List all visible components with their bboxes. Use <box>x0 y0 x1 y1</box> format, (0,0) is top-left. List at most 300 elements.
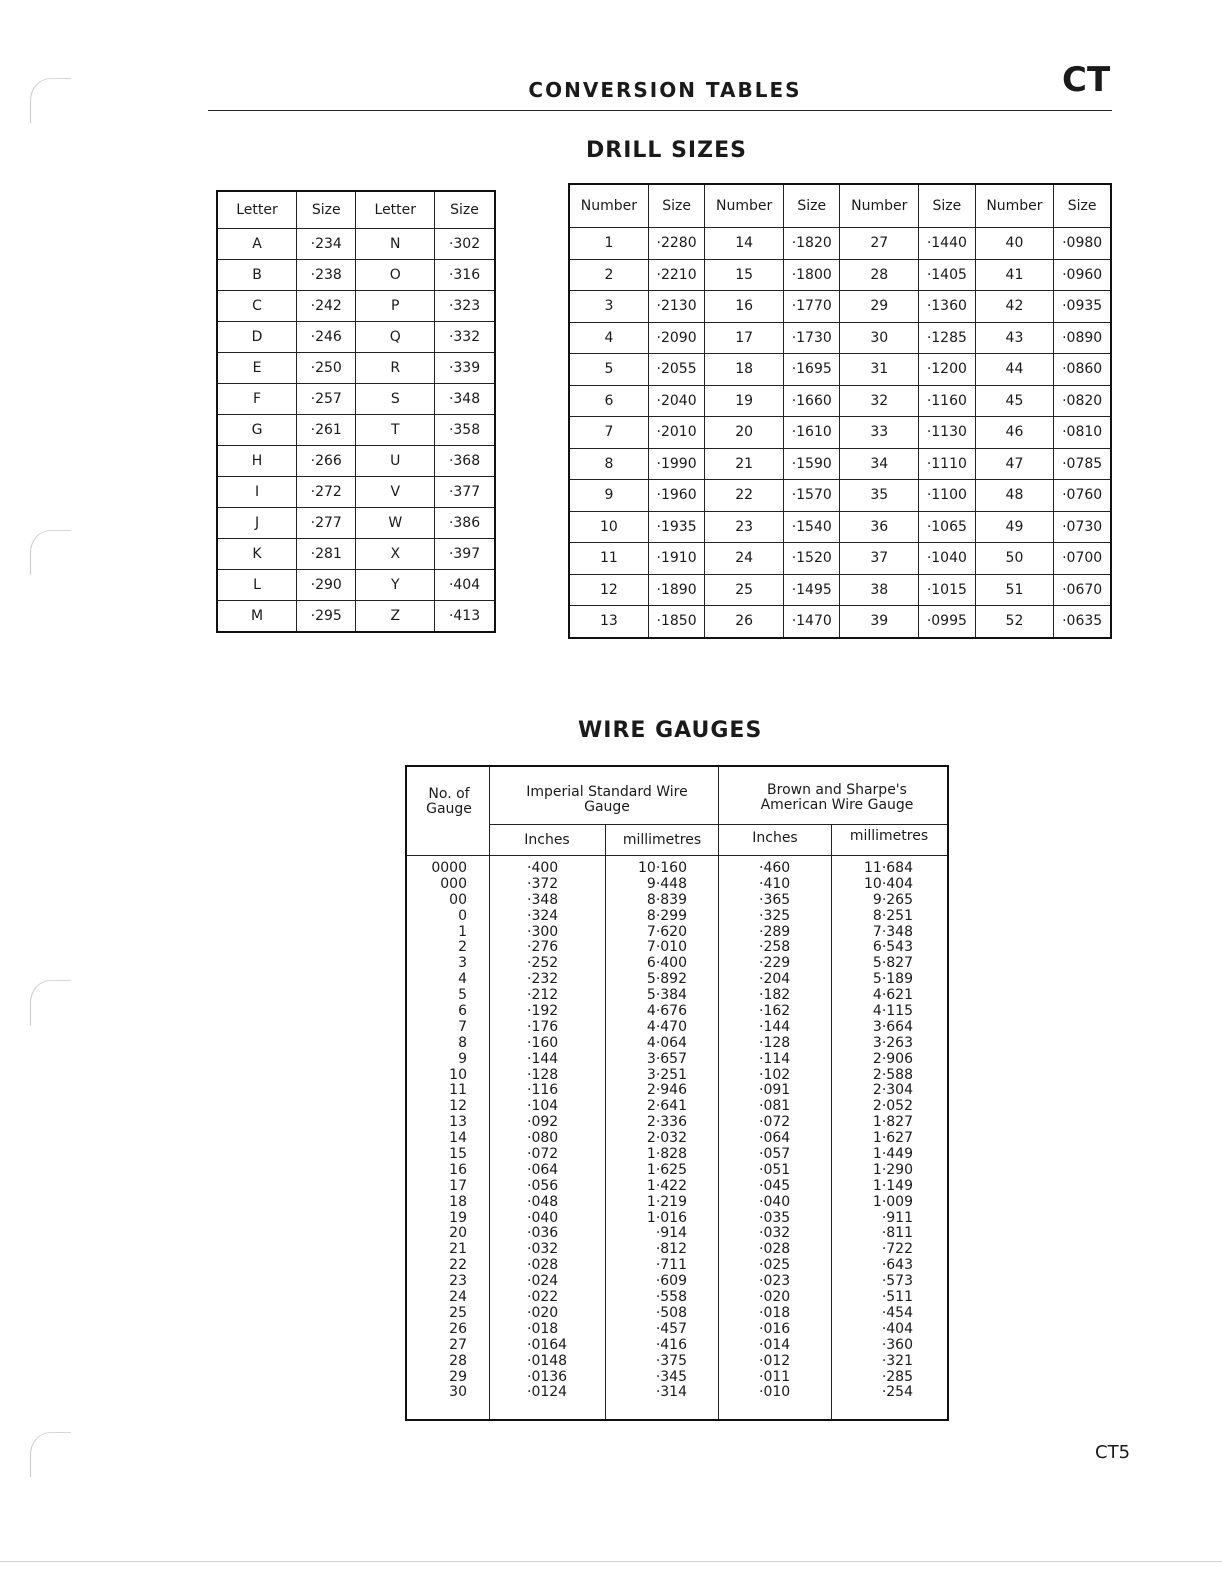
table-cell: 49 <box>975 511 1054 543</box>
table-cell: ·1770 <box>784 291 840 323</box>
table-row <box>217 570 495 601</box>
table-row <box>217 291 495 322</box>
list-item: ·182 <box>759 987 791 1004</box>
table-cell: ·1440 <box>919 228 975 260</box>
table-cell: 28 <box>840 259 919 291</box>
list-item: 2·052 <box>872 1098 913 1115</box>
list-item: ·410 <box>759 875 791 892</box>
list-item: ·104 <box>527 1098 559 1115</box>
table-cell: ·1660 <box>784 385 840 417</box>
list-item: 29 <box>449 1368 467 1385</box>
table-cell: ·0700 <box>1054 543 1111 575</box>
list-item: ·229 <box>759 955 791 972</box>
table-row <box>217 477 495 508</box>
list-item: ·064 <box>759 1130 791 1147</box>
table-row <box>569 543 1111 575</box>
table-cell: 10 <box>569 511 648 543</box>
column-header: Size <box>297 191 356 229</box>
binder-hole <box>30 530 71 575</box>
table-cell: ·404 <box>435 570 495 601</box>
column-header: Size <box>648 184 704 228</box>
table-cell: ·302 <box>435 229 495 260</box>
list-item: 0000 <box>431 860 467 876</box>
table-cell: ·1610 <box>784 417 840 449</box>
list-item: 28 <box>449 1352 467 1369</box>
table-cell: ·0960 <box>1054 259 1111 291</box>
table-cell: 18 <box>705 354 784 386</box>
table-cell: ·1730 <box>784 322 840 354</box>
list-item: ·348 <box>527 891 559 908</box>
list-item: 1·016 <box>646 1209 687 1226</box>
list-item: ·056 <box>527 1177 559 1194</box>
table-cell: 42 <box>975 291 1054 323</box>
table-cell: ·1850 <box>648 606 704 638</box>
table-cell: C <box>217 291 297 322</box>
list-item: 2·946 <box>646 1082 687 1099</box>
table-cell: ·339 <box>435 353 495 384</box>
list-item: ·144 <box>527 1050 559 1067</box>
column-header: Number <box>705 184 784 228</box>
table-cell: 41 <box>975 259 1054 291</box>
table-cell: ·377 <box>435 477 495 508</box>
list-item: ·375 <box>655 1352 687 1369</box>
page-edge <box>0 1561 1222 1562</box>
list-item: 7 <box>458 1018 467 1035</box>
list-item: ·102 <box>759 1066 791 1083</box>
table-cell: ·295 <box>297 601 356 633</box>
list-item: 7·620 <box>646 923 687 940</box>
table-cell: ·246 <box>297 322 356 353</box>
binder-hole <box>30 1432 71 1477</box>
list-item: ·252 <box>527 955 559 972</box>
list-item: ·144 <box>759 1018 791 1035</box>
table-cell: 1 <box>569 228 648 260</box>
table-cell: U <box>356 446 435 477</box>
list-item: 25 <box>449 1304 467 1321</box>
table-cell: D <box>217 322 297 353</box>
table-cell: ·1040 <box>919 543 975 575</box>
table-cell: ·257 <box>297 384 356 415</box>
table-cell: X <box>356 539 435 570</box>
list-item: 1·828 <box>646 1146 687 1163</box>
gauge-number-header: No. of Gauge <box>426 786 472 817</box>
table-cell: ·0670 <box>1054 574 1111 606</box>
section-code: CT <box>1062 60 1111 100</box>
table-cell: ·250 <box>297 353 356 384</box>
list-item: 18 <box>449 1193 467 1210</box>
table-cell: ·397 <box>435 539 495 570</box>
table-cell: ·1960 <box>648 480 704 512</box>
list-item: ·345 <box>655 1368 687 1385</box>
table-cell: 48 <box>975 480 1054 512</box>
list-item: ·0148 <box>527 1352 568 1369</box>
table-row <box>569 574 1111 606</box>
list-item: ·457 <box>655 1320 687 1337</box>
table-cell: F <box>217 384 297 415</box>
table-cell: ·413 <box>435 601 495 633</box>
table-cell: ·332 <box>435 322 495 353</box>
list-item: ·365 <box>759 891 791 908</box>
table-cell: ·1065 <box>919 511 975 543</box>
table-row <box>217 601 495 633</box>
table-cell: 20 <box>705 417 784 449</box>
list-item: 1·827 <box>872 1114 913 1131</box>
list-item: ·032 <box>527 1241 559 1258</box>
list-item: ·460 <box>759 860 791 876</box>
list-item: ·092 <box>527 1114 559 1131</box>
list-item: ·080 <box>527 1130 559 1147</box>
list-item: 8·251 <box>872 907 913 924</box>
table-cell: ·0860 <box>1054 354 1111 386</box>
column-header: Size <box>435 191 495 229</box>
table-cell: 25 <box>705 574 784 606</box>
list-item: ·024 <box>527 1273 559 1290</box>
table-cell: 47 <box>975 448 1054 480</box>
table-cell: Q <box>356 322 435 353</box>
list-item: ·012 <box>759 1352 791 1369</box>
table-row <box>569 480 1111 512</box>
list-item: 19 <box>449 1209 467 1226</box>
list-item: ·289 <box>759 923 791 940</box>
list-item: 1·627 <box>872 1130 913 1147</box>
table-cell: 35 <box>840 480 919 512</box>
list-item: ·072 <box>527 1146 559 1163</box>
list-item: 6·400 <box>646 955 687 972</box>
table-cell: 9 <box>569 480 648 512</box>
table-row <box>569 354 1111 386</box>
table-cell: ·1200 <box>919 354 975 386</box>
table-cell: ·2010 <box>648 417 704 449</box>
table-cell: ·1935 <box>648 511 704 543</box>
list-item: ·014 <box>759 1336 791 1353</box>
table-cell: 46 <box>975 417 1054 449</box>
table-cell: ·1405 <box>919 259 975 291</box>
list-item: ·035 <box>759 1209 791 1226</box>
column-header: Size <box>1054 184 1111 228</box>
table-cell: 6 <box>569 385 648 417</box>
table-cell: 45 <box>975 385 1054 417</box>
list-item: 24 <box>449 1289 467 1306</box>
binder-hole <box>30 980 71 1025</box>
list-item: ·040 <box>759 1193 791 1210</box>
table-cell: ·1910 <box>648 543 704 575</box>
list-item: ·400 <box>527 860 559 876</box>
table-row <box>569 385 1111 417</box>
table-cell: ·1520 <box>784 543 840 575</box>
table-cell: ·1160 <box>919 385 975 417</box>
list-item: ·081 <box>759 1098 791 1115</box>
list-item: 7·010 <box>646 939 687 956</box>
table-row <box>569 417 1111 449</box>
table-cell: T <box>356 415 435 446</box>
list-item: ·048 <box>527 1193 559 1210</box>
list-item: 11·684 <box>864 860 913 876</box>
list-item: ·914 <box>655 1225 687 1242</box>
brown-mm-column <box>853 861 913 1401</box>
list-item: 5·827 <box>872 955 913 972</box>
table-cell: ·261 <box>297 415 356 446</box>
list-item: ·128 <box>527 1066 559 1083</box>
list-item: 1·149 <box>872 1177 913 1194</box>
list-item: 2·032 <box>646 1130 687 1147</box>
table-cell: 17 <box>705 322 784 354</box>
table-row <box>569 228 1111 260</box>
list-item: ·276 <box>527 939 559 956</box>
list-item: ·010 <box>759 1384 791 1401</box>
list-item: 23 <box>449 1273 467 1290</box>
list-item: 6·543 <box>872 939 913 956</box>
list-item: ·036 <box>527 1225 559 1242</box>
list-item: ·609 <box>655 1273 687 1290</box>
table-cell: ·1570 <box>784 480 840 512</box>
table-cell: 7 <box>569 417 648 449</box>
column-header: Number <box>569 184 648 228</box>
table-row <box>569 291 1111 323</box>
list-item: 2·588 <box>872 1066 913 1083</box>
table-cell: 32 <box>840 385 919 417</box>
table-cell: ·238 <box>297 260 356 291</box>
table-cell: ·386 <box>435 508 495 539</box>
drill-sizes-title: DRILL SIZES <box>586 138 747 163</box>
list-item: ·324 <box>527 907 559 924</box>
list-item: 5 <box>458 987 467 1004</box>
list-item: ·321 <box>881 1352 913 1369</box>
imperial-inches-header: Inches <box>524 832 570 848</box>
table-cell: P <box>356 291 435 322</box>
table-cell: 40 <box>975 228 1054 260</box>
list-item: ·028 <box>759 1241 791 1258</box>
table-cell: ·0810 <box>1054 417 1111 449</box>
list-item: ·020 <box>527 1304 559 1321</box>
table-cell: ·0890 <box>1054 322 1111 354</box>
imperial-header: Imperial Standard Wire Gauge <box>526 784 688 815</box>
list-item: 3·263 <box>872 1034 913 1051</box>
list-item: 0 <box>458 907 467 924</box>
list-item: 4·470 <box>646 1018 687 1035</box>
list-item: ·258 <box>759 939 791 956</box>
table-cell: 30 <box>840 322 919 354</box>
table-cell: 38 <box>840 574 919 606</box>
list-item: 8 <box>458 1034 467 1051</box>
list-item: 4·676 <box>646 1003 687 1020</box>
table-cell: ·0785 <box>1054 448 1111 480</box>
list-item: ·511 <box>881 1289 913 1306</box>
list-item: 3·657 <box>646 1050 687 1067</box>
table-cell: R <box>356 353 435 384</box>
table-cell: 24 <box>705 543 784 575</box>
table-row <box>569 511 1111 543</box>
table-cell: ·281 <box>297 539 356 570</box>
table-cell: 8 <box>569 448 648 480</box>
table-cell: 4 <box>569 322 648 354</box>
table-row <box>217 353 495 384</box>
page-title: CONVERSION TABLES <box>528 78 802 102</box>
list-item: ·285 <box>881 1368 913 1385</box>
list-item: ·162 <box>759 1003 791 1020</box>
column-header: Letter <box>217 191 297 229</box>
column-header: Size <box>919 184 975 228</box>
table-cell: 12 <box>569 574 648 606</box>
table-cell: 11 <box>569 543 648 575</box>
list-item: 4·115 <box>872 1003 913 1020</box>
brown-inches-header: Inches <box>752 830 798 846</box>
table-row <box>217 384 495 415</box>
list-item: 1·219 <box>646 1193 687 1210</box>
column-header: Number <box>975 184 1054 228</box>
table-row <box>217 446 495 477</box>
table-cell: ·0730 <box>1054 511 1111 543</box>
table-cell: ·0760 <box>1054 480 1111 512</box>
list-item: 16 <box>449 1161 467 1178</box>
list-item: ·045 <box>759 1177 791 1194</box>
header-divider <box>208 110 1112 111</box>
list-item: ·018 <box>527 1320 559 1337</box>
gauge-number-column <box>427 861 467 1401</box>
list-item: ·016 <box>759 1320 791 1337</box>
list-item: ·018 <box>759 1304 791 1321</box>
table-cell: ·1130 <box>919 417 975 449</box>
list-item: ·812 <box>655 1241 687 1258</box>
table-cell: 13 <box>569 606 648 638</box>
list-item: 4·621 <box>872 987 913 1004</box>
list-item: ·128 <box>759 1034 791 1051</box>
table-cell: ·316 <box>435 260 495 291</box>
list-item: ·091 <box>759 1082 791 1099</box>
table-cell: V <box>356 477 435 508</box>
list-item: ·011 <box>759 1368 791 1385</box>
list-item: 27 <box>449 1336 467 1353</box>
table-cell: 19 <box>705 385 784 417</box>
table-cell: ·234 <box>297 229 356 260</box>
table-cell: ·2280 <box>648 228 704 260</box>
table-cell: ·0980 <box>1054 228 1111 260</box>
brown-inches-column <box>759 861 809 1401</box>
table-row <box>217 322 495 353</box>
list-item: 10 <box>449 1066 467 1083</box>
table-cell: ·2130 <box>648 291 704 323</box>
list-item: 22 <box>449 1257 467 1274</box>
table-cell: 51 <box>975 574 1054 606</box>
table-cell: K <box>217 539 297 570</box>
column-header: Number <box>840 184 919 228</box>
table-cell: ·1360 <box>919 291 975 323</box>
table-cell: ·0820 <box>1054 385 1111 417</box>
list-item: 15 <box>449 1146 467 1163</box>
table-cell: ·0635 <box>1054 606 1111 638</box>
table-cell: 23 <box>705 511 784 543</box>
list-item: 20 <box>449 1225 467 1242</box>
table-row <box>217 415 495 446</box>
table-cell: ·0995 <box>919 606 975 638</box>
table-cell: G <box>217 415 297 446</box>
list-item: 5·189 <box>872 971 913 988</box>
list-item: 3 <box>458 955 467 972</box>
table-cell: ·1890 <box>648 574 704 606</box>
list-item: ·404 <box>881 1320 913 1337</box>
list-item: ·040 <box>527 1209 559 1226</box>
table-cell: 15 <box>705 259 784 291</box>
wire-gauge-table <box>405 765 949 1421</box>
list-item: ·314 <box>655 1384 687 1401</box>
table-cell: 36 <box>840 511 919 543</box>
list-item: ·212 <box>527 987 559 1004</box>
list-item: ·032 <box>759 1225 791 1242</box>
list-item: ·643 <box>881 1257 913 1274</box>
list-item: ·057 <box>759 1146 791 1163</box>
list-item: 11 <box>449 1082 467 1099</box>
table-cell: ·277 <box>297 508 356 539</box>
list-item: 1·422 <box>646 1177 687 1194</box>
table-cell: ·1110 <box>919 448 975 480</box>
table-cell: ·1540 <box>784 511 840 543</box>
list-item: 5·892 <box>646 971 687 988</box>
list-item: ·022 <box>527 1289 559 1306</box>
table-cell: Z <box>356 601 435 633</box>
table-cell: 31 <box>840 354 919 386</box>
table-cell: ·1990 <box>648 448 704 480</box>
table-cell: ·272 <box>297 477 356 508</box>
table-cell: ·1015 <box>919 574 975 606</box>
table-row <box>569 322 1111 354</box>
table-cell: M <box>217 601 297 633</box>
table-cell: ·2210 <box>648 259 704 291</box>
table-cell: 26 <box>705 606 784 638</box>
table-cell: 22 <box>705 480 784 512</box>
list-item: ·711 <box>655 1257 687 1274</box>
list-item: ·232 <box>527 971 559 988</box>
list-item: 10·404 <box>864 875 913 892</box>
list-item: 4 <box>458 971 467 988</box>
table-cell: ·1285 <box>919 322 975 354</box>
table-cell: ·1820 <box>784 228 840 260</box>
list-item: 2 <box>458 939 467 956</box>
list-item: ·114 <box>759 1050 791 1067</box>
table-cell: 29 <box>840 291 919 323</box>
table-cell: 44 <box>975 354 1054 386</box>
table-cell: I <box>217 477 297 508</box>
list-item: 9·448 <box>646 875 687 892</box>
list-item: 2·336 <box>646 1114 687 1131</box>
table-cell: ·1590 <box>784 448 840 480</box>
table-cell: ·358 <box>435 415 495 446</box>
drill-number-table <box>568 183 1112 639</box>
list-item: 1·290 <box>872 1161 913 1178</box>
table-cell: 14 <box>705 228 784 260</box>
table-cell: ·1470 <box>784 606 840 638</box>
list-item: ·072 <box>759 1114 791 1131</box>
table-cell: ·2090 <box>648 322 704 354</box>
table-cell: B <box>217 260 297 291</box>
list-item: 000 <box>440 875 467 892</box>
table-cell: 5 <box>569 354 648 386</box>
list-item: ·0124 <box>527 1384 568 1401</box>
table-cell: ·2040 <box>648 385 704 417</box>
list-item: ·416 <box>655 1336 687 1353</box>
list-item: ·0164 <box>527 1336 568 1353</box>
list-item: ·176 <box>527 1018 559 1035</box>
table-cell: 52 <box>975 606 1054 638</box>
table-row <box>217 508 495 539</box>
table-cell: A <box>217 229 297 260</box>
table-cell: J <box>217 508 297 539</box>
list-item: 1 <box>458 923 467 940</box>
table-cell: H <box>217 446 297 477</box>
list-item: ·573 <box>881 1273 913 1290</box>
list-item: ·811 <box>881 1225 913 1242</box>
list-item: 2·641 <box>646 1098 687 1115</box>
table-cell: L <box>217 570 297 601</box>
list-item: ·0136 <box>527 1368 568 1385</box>
